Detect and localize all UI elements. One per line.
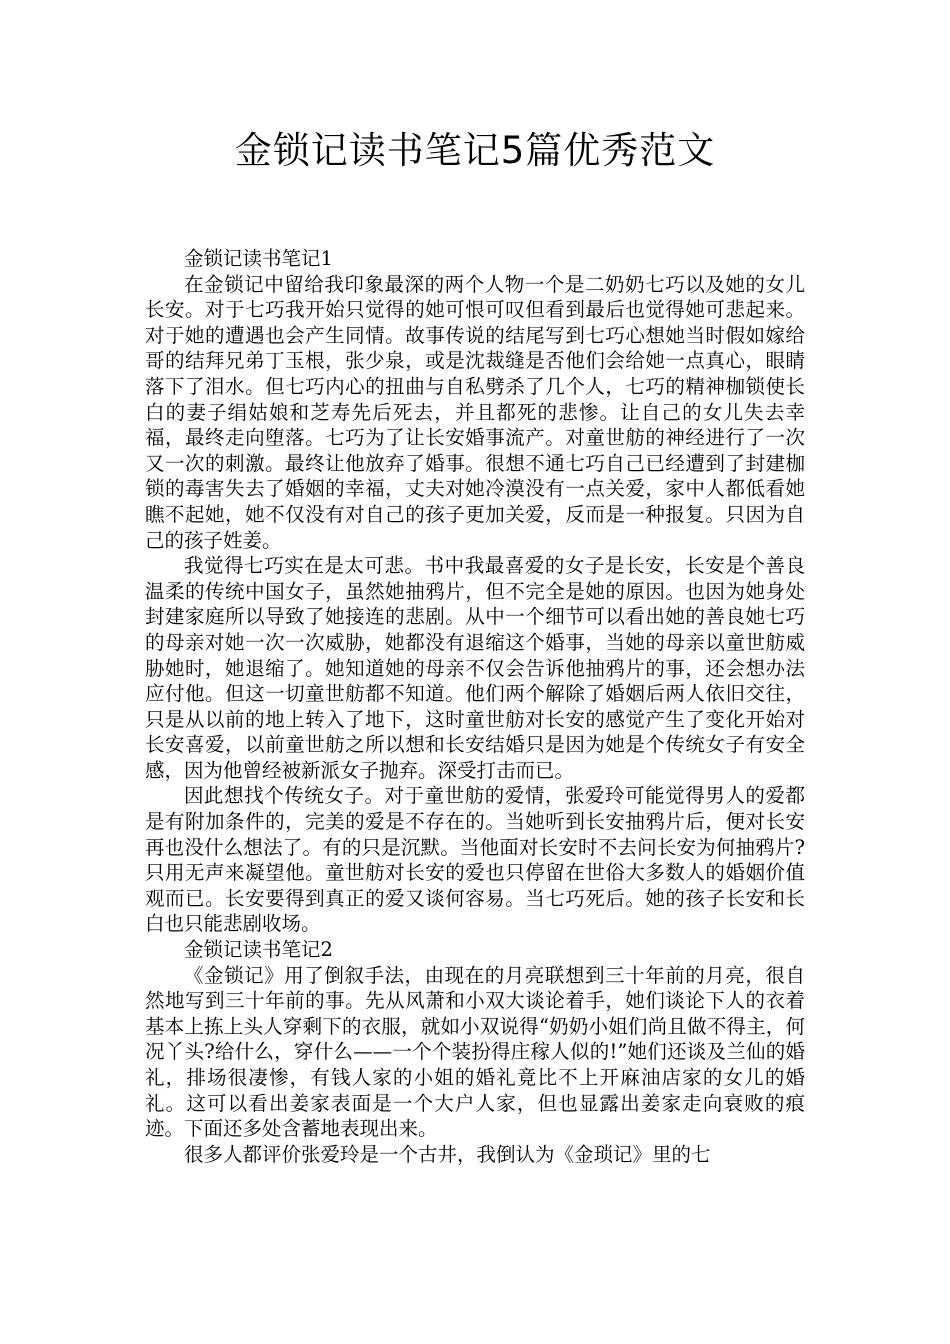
paragraph: 因此想找个传统女子。对于童世舫的爱情，张爱玲可能觉得男人的爱都是有附加条件的，完美的爱是不存在的。当她听到长安抽鸦片后，便对长安再也没什么想法了。有的只是沉默。当他面对长安时不去问长安为何抽鸦片?只用无声来凝望他。童世舫对长安的爱也只停留在世俗大多数人的婚姻价值观而已。长安要得到真正的爱又谈何容易。当七巧死后。她的孩子长安和长白也只能悲剧收场。 <box>145 784 805 936</box>
document-body <box>145 246 805 1167</box>
section-heading-1: 金锁记读书笔记1 <box>184 247 333 270</box>
document-title: 金锁记读书笔记5篇优秀范文 <box>234 129 716 172</box>
paragraph: 很多人都评价张爱玲是一个古井，我倒认为《金琐记》里的七 <box>184 1142 711 1166</box>
paragraph: 在金锁记中留给我印象最深的两个人物一个是二奶奶七巧以及她的女儿长安。对于七巧我开始只觉得的她可恨可叹但看到最后也觉得她可悲起来。对于她的遭遇也会产生同情。故事传说的结尾写到七巧心想她当时假如嫁给哥的结拜兄弟丁玉根，张少泉，或是沈裁缝是否他们会给她一点真心，眼睛落下了泪水。但七巧内心的扭曲与自私劈杀了几个人，七巧的精神枷锁使长白的妻子绢姑娘和芝寿先后死去，并且都死的悲惨。让自己的女儿失去幸福，最终走向堕落。七巧为了让长安婚事流产。对童世舫的神经进行了一次又一次的刺激。最终让他放弃了婚事。很想不通七巧自己已经遭到了封建枷锁的毒害失去了婚姻的幸福，丈夫对她冷漠没有一点关爱，家中人都低看她瞧不起她，她不仅没有对自己的孩子更加关爱，反而是一种报复。只因为自己的孩子姓姜。 <box>145 272 805 552</box>
section-heading-2: 金锁记读书笔记2 <box>184 938 333 962</box>
paragraph: 《金锁记》用了倒叙手法，由现在的月亮联想到三十年前的月亮，很自然地写到三十年前的事。先从风萧和小双大谈论着手，她们谈论下人的衣着基本上拣上头人穿剩下的衣服，就如小双说得“奶奶小姐们尚且做不得主，何况丫头?给什么，穿什么——一个个装扮得庄稼人似的!”她们还谈及兰仙的婚礼，排场很凄惨，有钱人家的小姐的婚礼竟比不上开麻油店家的女儿的婚礼。这可以看出姜家表面是一个大户人家，但也显露出姜家走向衰败的痕迹。下面还多处含蓄地表现出来。 <box>145 963 805 1141</box>
paragraph: 我觉得七巧实在是太可悲。书中我最喜爱的女子是长安，长安是个善良温柔的传统中国女子，虽然她抽鸦片，但不完全是她的原因。也因为她身处封建家庭所以导致了她接连的悲剧。从中一个细节可以看出她的善良她七巧的母亲对她一次一次威胁，她都没有退缩这个婚事，当她的母亲以童世舫威胁她时，她退缩了。她知道她的母亲不仅会告诉他抽鸦片的事，还会想办法应付他。但这一切童世舫都不知道。他们两个解除了婚姻后两人依旧交往，只是从以前的地上转入了地下，这时童世舫对长安的感觉产生了变化开始对长安喜爱，以前童世舫之所以想和长安结婚只是因为她是个传统女子有安全感，因为他曾经被新派女子抛弃。深受打击而已。 <box>145 554 805 782</box>
